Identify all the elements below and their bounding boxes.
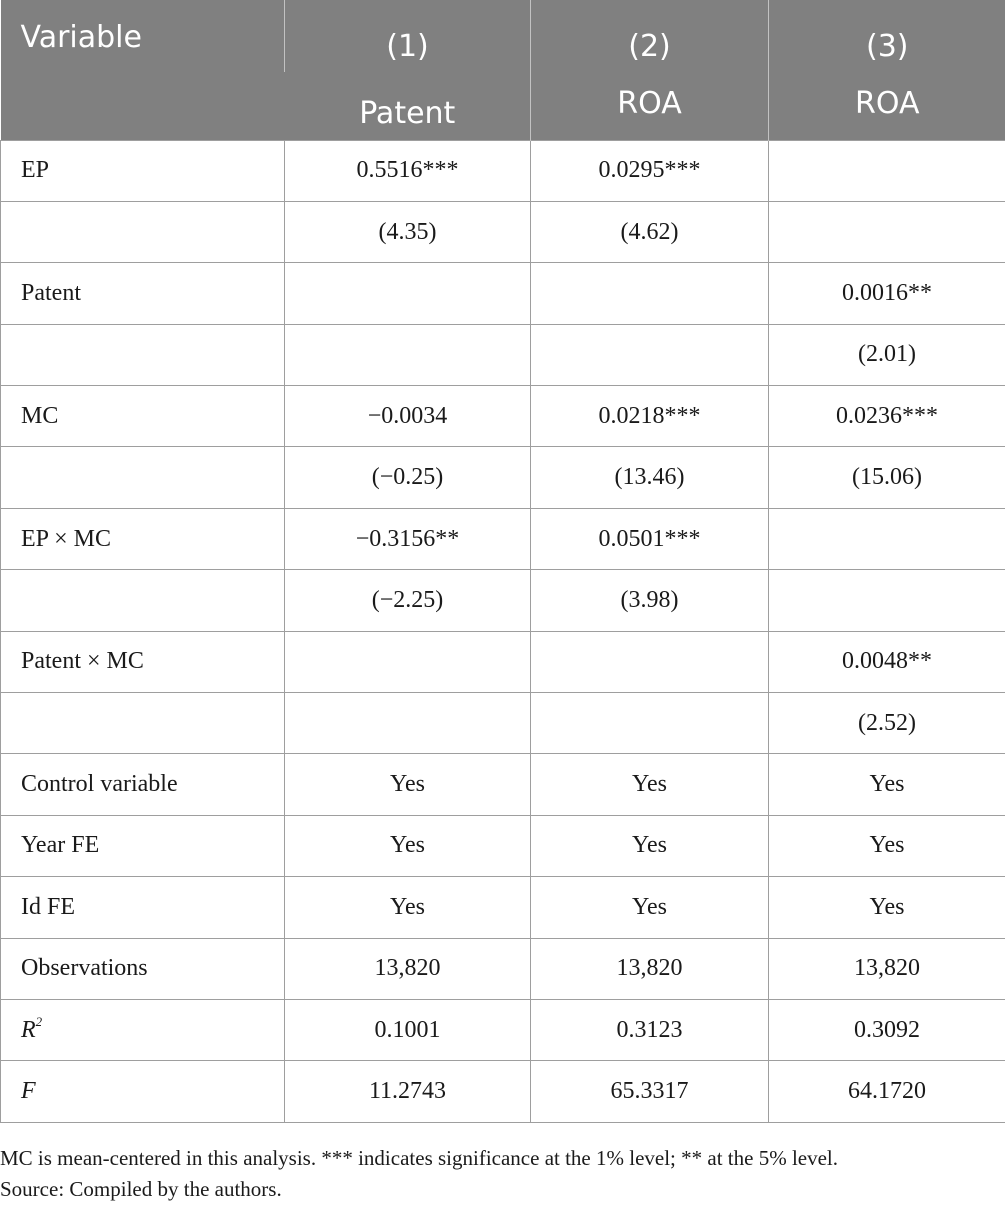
col-depvar-3: ROA (769, 72, 1005, 140)
row-label (1, 447, 285, 508)
table-cell: Yes (769, 754, 1005, 815)
table-header (1, 0, 1005, 140)
table-cell (769, 201, 1005, 262)
table-cell: 0.0295*** (531, 140, 769, 201)
table-cell: (13.46) (531, 447, 769, 508)
row-label: Year FE (1, 815, 285, 876)
row-label (1, 324, 285, 385)
header-row-numbers (1, 0, 1005, 72)
table-cell: 13,820 (769, 938, 1005, 999)
row-label (1, 999, 285, 1060)
table-cell: −0.0034 (285, 386, 531, 447)
col-depvar-1: Patent (285, 72, 531, 140)
table-cell: Yes (769, 815, 1005, 876)
row-label: EP × MC (1, 508, 285, 569)
source-note: Source: Compiled by the authors. (0, 1177, 282, 1201)
col-number-2: (2) (531, 0, 769, 72)
table-cell (531, 693, 769, 754)
table-row (1, 938, 1005, 999)
table-row (1, 263, 1005, 324)
table-cell: 13,820 (531, 938, 769, 999)
row-label: EP (1, 140, 285, 201)
col-depvar-2: ROA (531, 72, 769, 140)
table-cell (531, 324, 769, 385)
table-row (1, 693, 1005, 754)
table-cell: (4.62) (531, 201, 769, 262)
table-cell: (−2.25) (285, 570, 531, 631)
table-row (1, 877, 1005, 938)
table-cell: 0.0218*** (531, 386, 769, 447)
table-row (1, 631, 1005, 692)
table-cell: 64.1720 (769, 1061, 1005, 1122)
table-cell (285, 693, 531, 754)
table-row (1, 999, 1005, 1060)
table-cell (285, 631, 531, 692)
table-row (1, 815, 1005, 876)
table-notes (0, 1143, 1005, 1205)
table-cell: 0.1001 (285, 999, 531, 1060)
table-cell: (4.35) (285, 201, 531, 262)
table-cell: 0.0048** (769, 631, 1005, 692)
table-row (1, 1061, 1005, 1122)
table-cell: Yes (769, 877, 1005, 938)
table-cell (531, 631, 769, 692)
r-squared-label: R (21, 1017, 36, 1044)
variable-header: Variable (1, 0, 285, 140)
table-row (1, 140, 1005, 201)
table-cell: 0.5516*** (285, 140, 531, 201)
table-row (1, 570, 1005, 631)
table-cell: 0.0236*** (769, 386, 1005, 447)
row-label: Patent (1, 263, 285, 324)
table-cell (769, 570, 1005, 631)
col-number-1: (1) (285, 0, 531, 72)
table-cell (769, 508, 1005, 569)
table-row (1, 324, 1005, 385)
row-label (1, 201, 285, 262)
table-cell (285, 263, 531, 324)
row-label: Patent × MC (1, 631, 285, 692)
table-cell: 0.0501*** (531, 508, 769, 569)
table-cell (531, 263, 769, 324)
table-cell: Yes (531, 877, 769, 938)
table-cell: Yes (531, 754, 769, 815)
table-cell: Yes (285, 754, 531, 815)
table-cell: (−0.25) (285, 447, 531, 508)
table-body (1, 140, 1005, 1122)
row-label: Observations (1, 938, 285, 999)
row-label (1, 693, 285, 754)
row-label: MC (1, 386, 285, 447)
table-cell: 0.0016** (769, 263, 1005, 324)
table-row (1, 447, 1005, 508)
row-label: Control variable (1, 754, 285, 815)
table-row (1, 386, 1005, 447)
table-row (1, 201, 1005, 262)
table-cell: 0.3092 (769, 999, 1005, 1060)
table-cell: 0.3123 (531, 999, 769, 1060)
significance-note: MC is mean-centered in this analysis. *** indicates significance at the 1% level; ** at the 5% level. (0, 1146, 839, 1170)
table-cell: (15.06) (769, 447, 1005, 508)
r-squared-superscript: 2 (35, 1014, 43, 1030)
table-cell: (2.52) (769, 693, 1005, 754)
table-cell: 13,820 (285, 938, 531, 999)
table-cell (769, 140, 1005, 201)
row-label (1, 570, 285, 631)
table-cell (285, 324, 531, 385)
table-cell: −0.3156** (285, 508, 531, 569)
col-number-3: (3) (769, 0, 1005, 72)
table-cell: Yes (285, 877, 531, 938)
row-label: Id FE (1, 877, 285, 938)
row-label: F (1, 1061, 285, 1122)
table-cell: Yes (531, 815, 769, 876)
table-cell: (3.98) (531, 570, 769, 631)
table-cell: (2.01) (769, 324, 1005, 385)
table-cell: 11.2743 (285, 1061, 531, 1122)
table-row (1, 754, 1005, 815)
table-cell: Yes (285, 815, 531, 876)
table-row (1, 508, 1005, 569)
table-cell: 65.3317 (531, 1061, 769, 1122)
